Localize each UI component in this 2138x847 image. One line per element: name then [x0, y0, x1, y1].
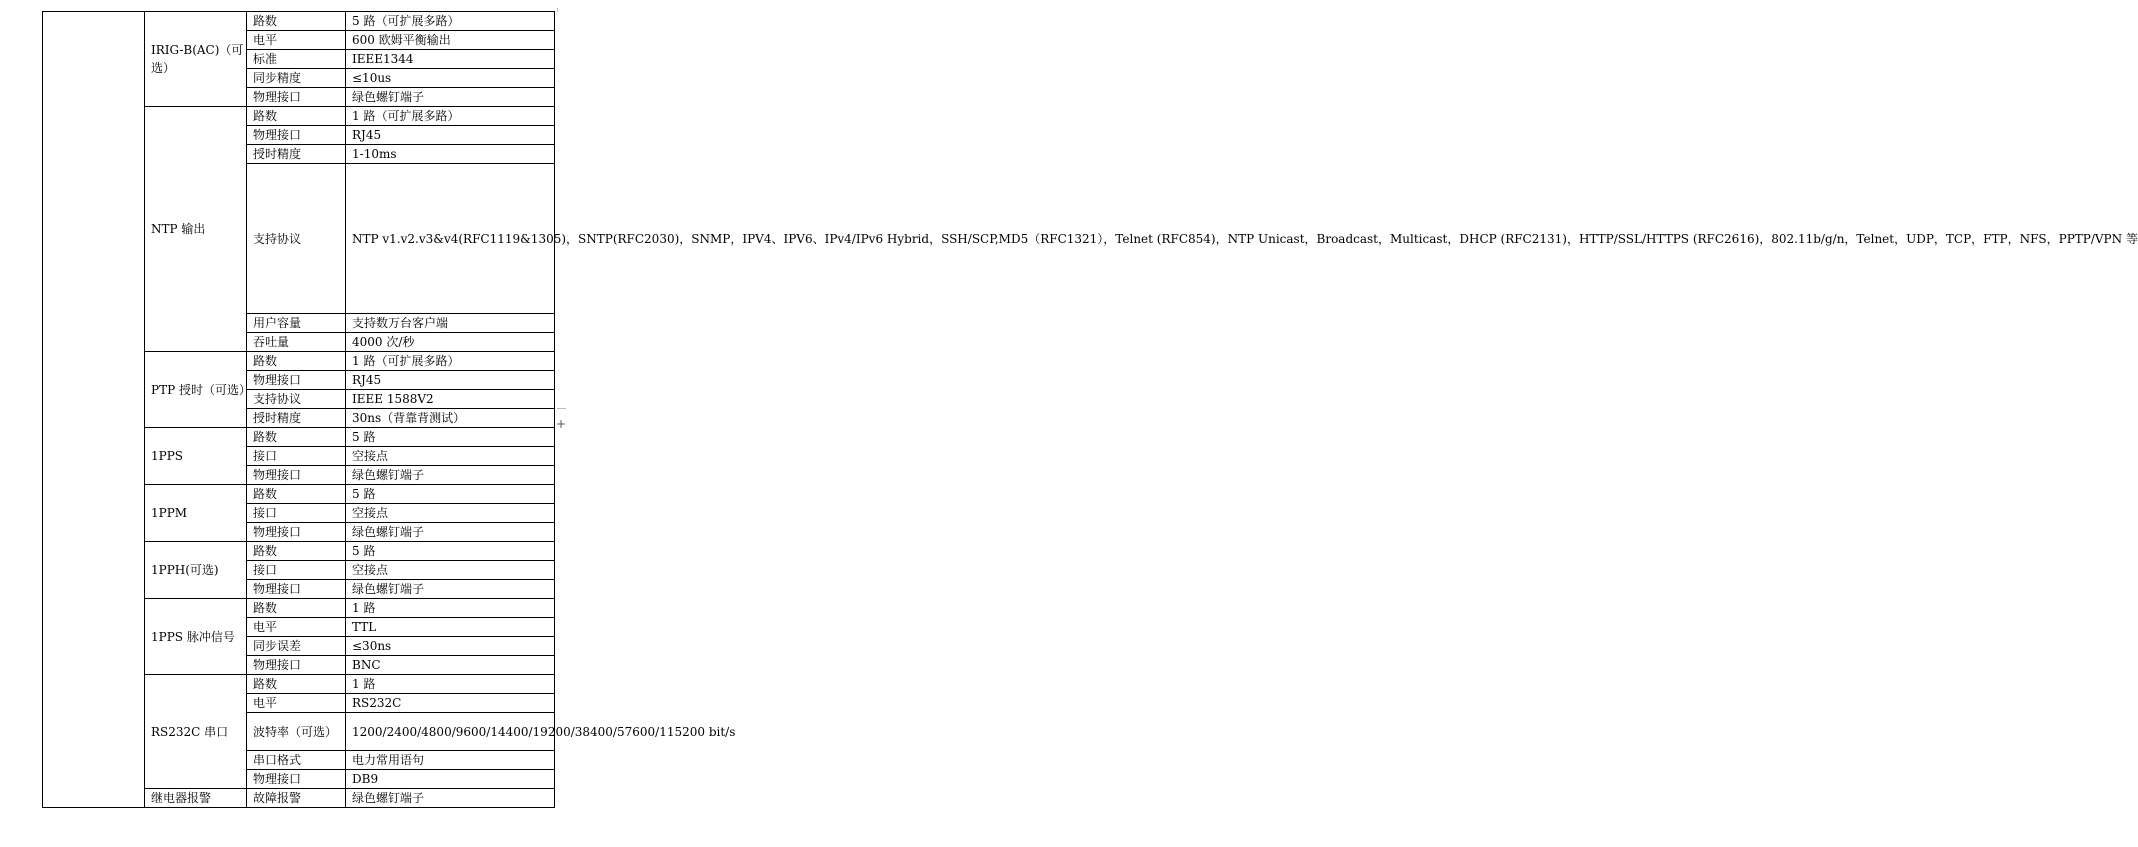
field-label-cell: 路数: [247, 485, 346, 504]
field-label-cell: 支持协议: [247, 164, 346, 314]
field-value-cell: 电力常用语句: [346, 751, 555, 770]
field-label-cell: 授时精度: [247, 145, 346, 164]
field-value-cell: 4000 次/秒: [346, 333, 555, 352]
field-value-cell: 绿色螺钉端子: [346, 88, 555, 107]
field-value-cell: IEEE 1588V2: [346, 390, 555, 409]
field-value-cell: 1200/2400/4800/9600/14400/19200/38400/57600/115200 bit/s: [346, 713, 555, 751]
field-label-cell: 物理接口: [247, 580, 346, 599]
field-label-cell: 接口: [247, 504, 346, 523]
field-value-cell: 5 路: [346, 542, 555, 561]
field-value-cell: BNC: [346, 656, 555, 675]
field-label-cell: 电平: [247, 694, 346, 713]
field-label-cell: 标准: [247, 50, 346, 69]
field-value-cell: 5 路（可扩展多路）: [346, 12, 555, 31]
field-value-cell: DB9: [346, 770, 555, 789]
spec-table: [42, 11, 2138, 808]
group-name-cell: PTP 授时（可选）: [145, 352, 247, 428]
field-value-cell: 绿色螺钉端子: [346, 466, 555, 485]
group-name-cell: 1PPH(可选): [145, 542, 247, 599]
field-value-cell: 空接点: [346, 504, 555, 523]
field-value-cell: 5 路: [346, 485, 555, 504]
group-name-cell: 1PPS: [145, 428, 247, 485]
field-label-cell: 电平: [247, 618, 346, 637]
field-value-cell: TTL: [346, 618, 555, 637]
field-value-cell: RS232C: [346, 694, 555, 713]
field-label-cell: 接口: [247, 447, 346, 466]
field-value-cell: 支持数万台客户端: [346, 314, 555, 333]
field-label-cell: 物理接口: [247, 88, 346, 107]
field-label-cell: 授时精度: [247, 409, 346, 428]
field-label-cell: 物理接口: [247, 770, 346, 789]
field-label-cell: 路数: [247, 12, 346, 31]
field-value-cell: 绿色螺钉端子: [346, 580, 555, 599]
field-label-cell: 物理接口: [247, 126, 346, 145]
field-value-cell: 绿色螺钉端子: [346, 523, 555, 542]
field-value-cell: 1 路: [346, 675, 555, 694]
field-value-cell: 空接点: [346, 447, 555, 466]
field-value-cell: 1 路（可扩展多路）: [346, 107, 555, 126]
field-label-cell: 路数: [247, 599, 346, 618]
page-margin-mark: [557, 408, 566, 409]
table-row: [43, 12, 555, 31]
field-value-cell: 600 欧姆平衡输出: [346, 31, 555, 50]
field-label-cell: 物理接口: [247, 523, 346, 542]
field-label-cell: 路数: [247, 352, 346, 371]
field-label-cell: 支持协议: [247, 390, 346, 409]
field-value-cell: NTP v1.v2.v3&v4(RFC1119&1305)，SNTP(RFC2030)，SNMP，IPV4、IPV6、IPv4/IPv6 Hybrid，SSH/SCP,MD5（RFC1321），Telnet (RFC854)，NTP Unicast，Broadcast，Multicast，DHCP (RFC2131)，HTTP/SSL/HTTPS (RFC2616)，802.11b/g/n，Telnet，UDP，TCP，FTP，NFS，PPTP/VPN 等: [346, 164, 555, 314]
page-corner-mark: [557, 8, 558, 12]
field-value-cell: 1 路: [346, 599, 555, 618]
field-label-cell: 路数: [247, 675, 346, 694]
field-label-cell: 路数: [247, 428, 346, 447]
field-label-cell: 用户容量: [247, 314, 346, 333]
field-label-cell: 物理接口: [247, 466, 346, 485]
field-value-cell: 1-10ms: [346, 145, 555, 164]
field-value-cell: 1 路（可扩展多路）: [346, 352, 555, 371]
group-name-cell: 继电器报警: [145, 789, 247, 808]
group-name-cell: IRIG-B(AC)（可选）: [145, 12, 247, 107]
field-label-cell: 同步误差: [247, 637, 346, 656]
field-label-cell: 路数: [247, 107, 346, 126]
field-label-cell: 波特率（可选）: [247, 713, 346, 751]
field-label-cell: 接口: [247, 561, 346, 580]
field-value-cell: RJ45: [346, 126, 555, 145]
field-value-cell: IEEE1344: [346, 50, 555, 69]
group-name-cell: NTP 输出: [145, 107, 247, 352]
group-name-cell: 1PPS 脉冲信号: [145, 599, 247, 675]
group-name-cell: RS232C 串口: [145, 675, 247, 789]
field-label-cell: 物理接口: [247, 656, 346, 675]
field-label-cell: 物理接口: [247, 371, 346, 390]
field-label-cell: 吞吐量: [247, 333, 346, 352]
group-name-cell: 1PPM: [145, 485, 247, 542]
field-value-cell: 绿色螺钉端子: [346, 789, 555, 808]
left-margin-cell: [43, 12, 145, 808]
field-value-cell: ≤10us: [346, 69, 555, 88]
field-label-cell: 故障报警: [247, 789, 346, 808]
add-row-icon[interactable]: +: [556, 417, 567, 431]
field-label-cell: 电平: [247, 31, 346, 50]
field-label-cell: 路数: [247, 542, 346, 561]
field-value-cell: 5 路: [346, 428, 555, 447]
field-value-cell: ≤30ns: [346, 637, 555, 656]
field-value-cell: 空接点: [346, 561, 555, 580]
field-label-cell: 串口格式: [247, 751, 346, 770]
field-value-cell: RJ45: [346, 371, 555, 390]
field-label-cell: 同步精度: [247, 69, 346, 88]
field-value-cell: 30ns（背靠背测试）: [346, 409, 555, 428]
